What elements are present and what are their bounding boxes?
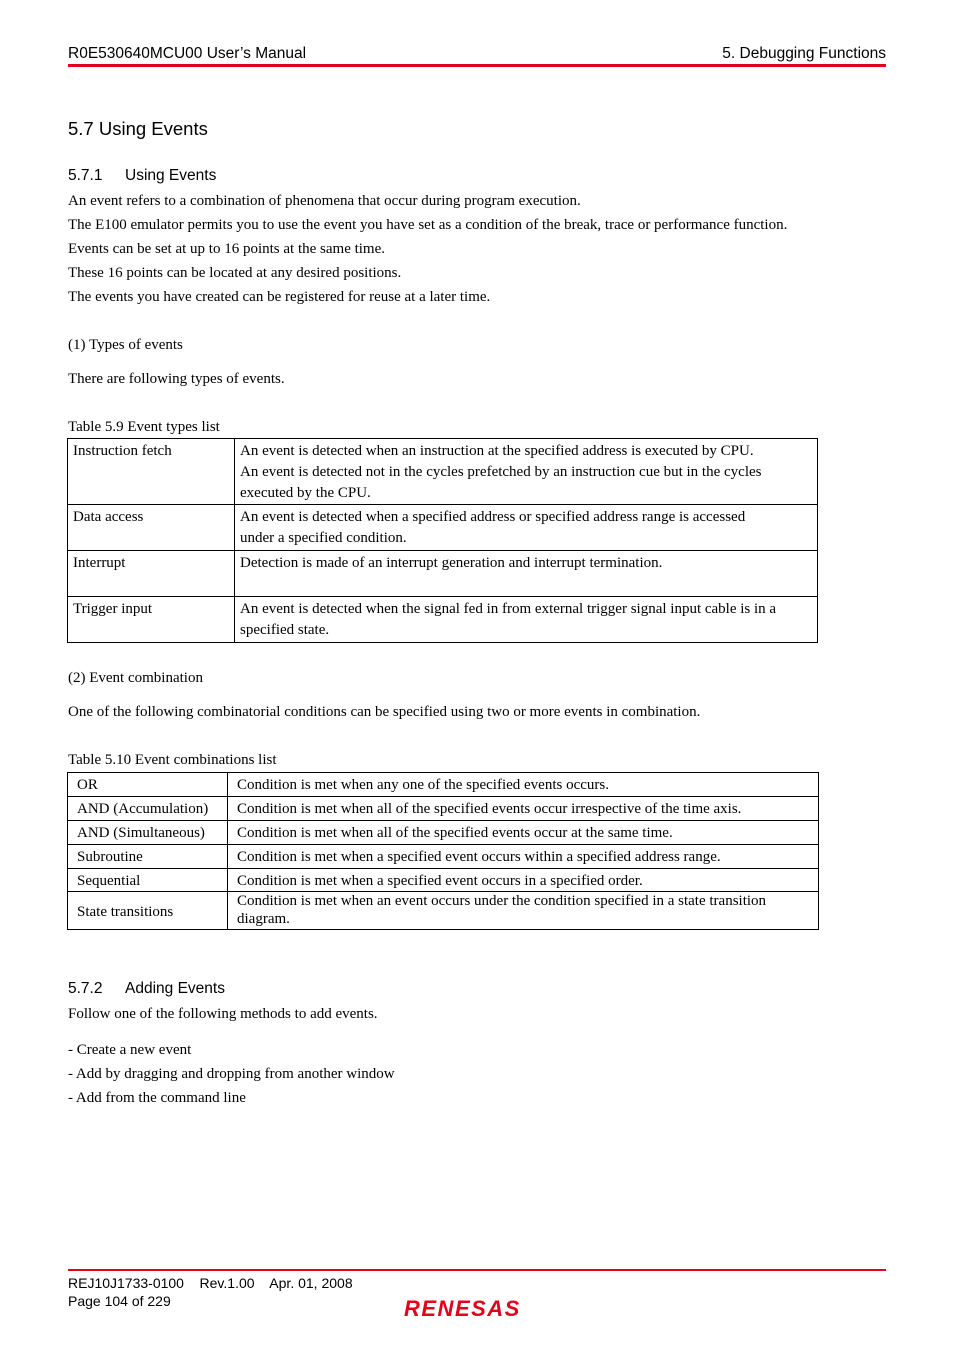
- list-item: - Add by dragging and dropping from another window: [68, 1066, 395, 1082]
- subsection-heading-adding-events: [68, 980, 225, 998]
- description-line: Condition is met when all of the specified events occur irrespective of the time axis.: [237, 801, 742, 817]
- intro-paragraph: [68, 189, 787, 309]
- types-heading: [68, 333, 183, 357]
- description-line: specified state.: [240, 622, 330, 638]
- adding-intro: [68, 1002, 378, 1026]
- table-row: [68, 773, 819, 797]
- combination-description: [228, 892, 819, 930]
- description-line: An event is detected when a specified address or specified address range is accessed: [240, 509, 746, 525]
- description-line: under a specified condition.: [240, 530, 407, 546]
- list-item: - Create a new event: [68, 1042, 192, 1058]
- combination-description: [228, 821, 819, 845]
- types-caption-text: Table 5.9 Event types list: [68, 419, 220, 435]
- event-type-description: [235, 551, 818, 597]
- description-line: diagram.: [237, 911, 290, 927]
- event-type-description: [235, 597, 818, 643]
- combination-name: AND (Simultaneous): [68, 821, 228, 845]
- event-type-description: [235, 505, 818, 551]
- section-heading: 5.7 Using Events: [68, 118, 208, 139]
- description-line: An event is detected when an instruction at the specified address is executed by CPU.: [240, 443, 754, 459]
- table-row: [68, 797, 819, 821]
- description-line: An event is detected not in the cycles prefetched by an instruction cue but in the cycles: [240, 464, 762, 480]
- combination-description: [228, 845, 819, 869]
- types-intro-text: There are following types of events.: [68, 371, 285, 387]
- adding-intro-text: Follow one of the following methods to add events.: [68, 1006, 378, 1022]
- combination-intro: [68, 700, 700, 724]
- description-line: Detection is made of an interrupt generation and interrupt termination.: [240, 555, 663, 571]
- types-intro: [68, 367, 285, 391]
- event-combinations-table: [67, 772, 819, 930]
- subsection-number: 5.7.1: [68, 167, 103, 184]
- combination-description: [228, 797, 819, 821]
- event-type-name: Trigger input: [68, 597, 235, 643]
- description-line: executed by the CPU.: [240, 485, 371, 501]
- combination-name: Sequential: [68, 869, 228, 892]
- event-type-name: Instruction fetch: [68, 439, 235, 505]
- intro-line: The events you have created can be registered for reuse at a later time.: [68, 289, 491, 305]
- combination-heading-text: (2) Event combination: [68, 670, 203, 686]
- table-row: [68, 869, 819, 892]
- table-row: [68, 821, 819, 845]
- subsection-heading-using-events: [68, 167, 216, 185]
- description-line: Condition is met when all of the specified events occur at the same time.: [237, 825, 673, 841]
- combination-caption: [68, 748, 277, 772]
- page-number: Page 104 of 229: [68, 1293, 171, 1309]
- combination-description: [228, 869, 819, 892]
- description-line: Condition is met when an event occurs under the condition specified in a state transition: [237, 893, 767, 909]
- combination-name: AND (Accumulation): [68, 797, 228, 821]
- description-line: Condition is met when a specified event occurs in a specified order.: [237, 873, 643, 889]
- subsection-number: 5.7.2: [68, 980, 103, 997]
- combination-name: State transitions: [68, 892, 228, 930]
- table-row: [68, 505, 818, 551]
- renesas-logo: [402, 1294, 552, 1325]
- doc-revision: REJ10J1733-0100 Rev.1.00 Apr. 01, 2008: [68, 1275, 353, 1291]
- combination-name: OR: [68, 773, 228, 797]
- subsection-title: Using Events: [125, 167, 217, 184]
- subsection-title: Adding Events: [125, 980, 225, 997]
- logo-text: RENESAS: [404, 1296, 521, 1320]
- types-heading-text: (1) Types of events: [68, 337, 183, 353]
- description-line: Condition is met when a specified event occurs within a specified address range.: [237, 849, 721, 865]
- combination-caption-text: Table 5.10 Event combinations list: [68, 752, 277, 768]
- table-row: [68, 892, 819, 930]
- description-line: An event is detected when the signal fed in from external trigger signal input cable is in a: [240, 601, 777, 617]
- combination-description: [228, 773, 819, 797]
- table-row: [68, 439, 818, 505]
- footer-info: [68, 1274, 353, 1310]
- intro-line: The E100 emulator permits you to use the event you have set as a condition of the break, trace or performance function.: [68, 217, 788, 233]
- event-types-table: [67, 438, 818, 643]
- table-row: [68, 551, 818, 597]
- table-row: [68, 845, 819, 869]
- combination-heading: [68, 666, 203, 690]
- header-rule: [68, 64, 886, 67]
- intro-line: Events can be set at up to 16 points at the same time.: [68, 241, 386, 257]
- event-type-name: Data access: [68, 505, 235, 551]
- description-line: Condition is met when any one of the specified events occurs.: [237, 777, 609, 793]
- methods-list: [68, 1038, 395, 1110]
- types-caption: [68, 415, 220, 439]
- footer-rule: [68, 1269, 886, 1271]
- list-item: - Add from the command line: [68, 1090, 246, 1106]
- event-type-name: Interrupt: [68, 551, 235, 597]
- intro-line: An event refers to a combination of phenomena that occur during program execution.: [68, 193, 581, 209]
- combination-name: Subroutine: [68, 845, 228, 869]
- event-type-description: [235, 439, 818, 505]
- renesas-logo-mark: [402, 1294, 552, 1320]
- manual-title: R0E530640MCU00 User’s Manual: [68, 45, 307, 62]
- combination-intro-text: One of the following combinatorial conditions can be specified using two or more events in combination.: [68, 704, 701, 720]
- intro-line: These 16 points can be located at any desired positions.: [68, 265, 402, 281]
- chapter-title: 5. Debugging Functions: [722, 45, 886, 62]
- table-row: [68, 597, 818, 643]
